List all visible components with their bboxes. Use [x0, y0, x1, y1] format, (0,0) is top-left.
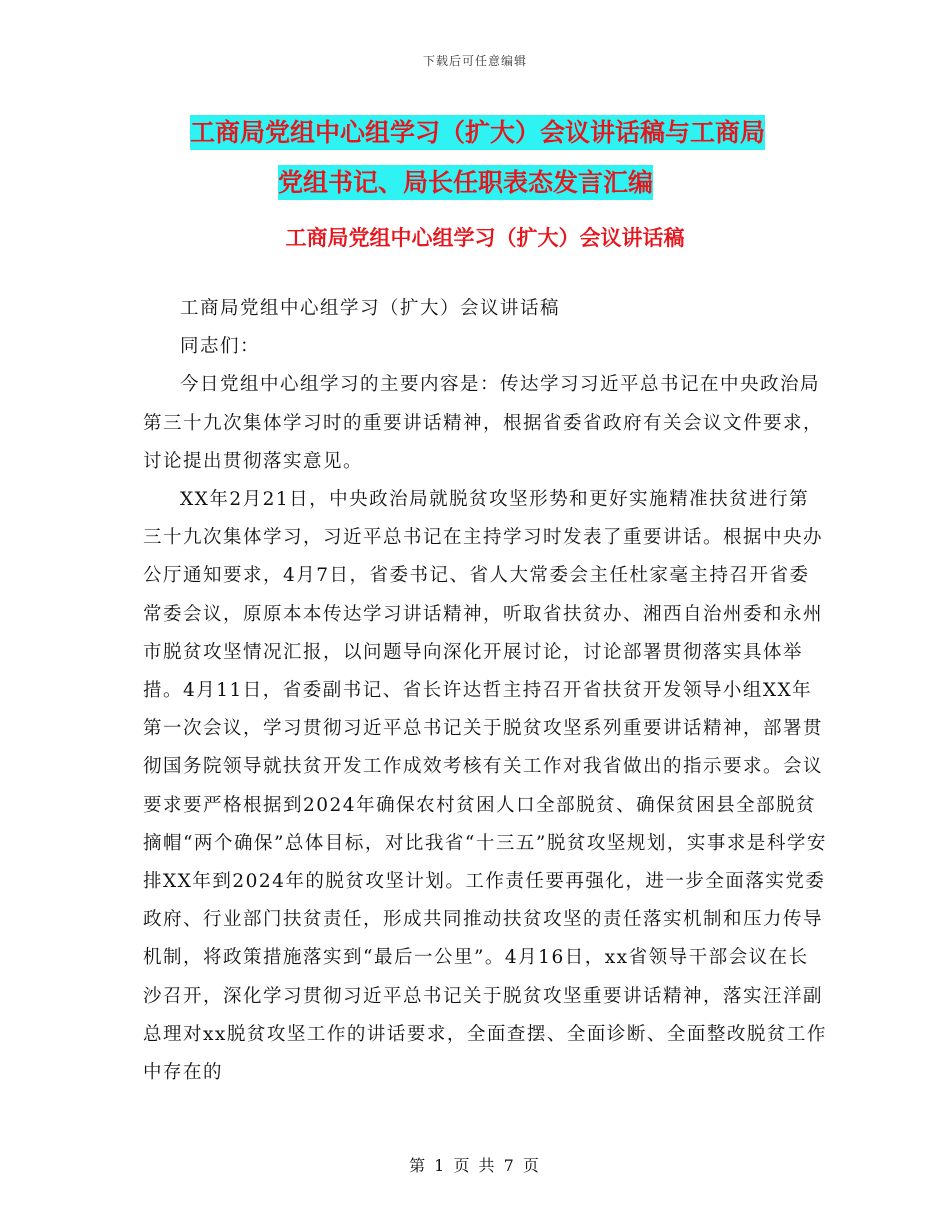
body-paragraph: XX年2月21日，中央政治局就脱贫攻坚形势和更好实施精准扶贫进行第三十九次集体学习，习近平总书记在主持学习时发表了重要讲话。根据中央办公厅通知要求，4月7日，省委书记、省人大常委会主任杜家毫主持召开省委常委会议，原原本本传达学习讲话精神，听取省扶贫办、湘西自治州委和永州市脱贫攻坚情况汇报，以问题导向深化开展讨论，讨论部署贯彻落实具体举措。4月11日，省委副书记、省长许达哲主持召开省扶贫开发领导小组XX年第一次会议，学习贯彻习近平总书记关于脱贫攻坚系列重要讲话精神，部署贯彻国务院领导就扶贫开发工作成效考核有关工作对我省做出的指示要求。会议要求要严格根据到2024年确保农村贫困人口全部脱贫、确保贫困县全部脱贫摘帽“两个确保”总体目标，对比我省“十三五”脱贫攻坚规划，实事求是科学安排XX年到2024年的脱贫攻坚计划。工作责任要再强化，进一步全面落实党委政府、行业部门扶贫责任，形成共同推动扶贫攻坚的责任落实机制和压力传导机制，将政策措施落实到“最后一公里”。4月16日，xx省领导干部会议在长沙召开，深化学习贯彻习近平总书记关于脱贫攻坚重要讲话精神，落实汪洋副总理对xx脱贫攻坚工作的讲话要求，全面查摆、全面诊断、全面整改脱贫工作中存在的: [143, 489, 827, 1084]
page-number: 第 1 页 共 7 页: [409, 1156, 541, 1175]
body-paragraph: 同志们：: [180, 336, 261, 358]
body-paragraph: 今日党组中心组学习的主要内容是：传达学习习近平总书记在中央政治局第三十九次集体学习时的重要讲话精神，根据省委省政府有关会议文件要求，讨论提出贯彻落实意见。: [143, 374, 824, 472]
document-body: [143, 290, 828, 1092]
section-title: 工商局党组中心组学习（扩大）会议讲话稿: [285, 226, 685, 250]
document-title-line-2: 党组书记、局长任职表态发言汇编: [278, 165, 653, 200]
document-title: [190, 108, 830, 208]
document-title-line-1: 工商局党组中心组学习（扩大）会议讲话稿与工商局: [190, 115, 765, 150]
body-paragraph: 工商局党组中心组学习（扩大）会议讲话稿: [180, 298, 561, 319]
page-header-note: 下载后可任意编辑: [422, 54, 527, 68]
